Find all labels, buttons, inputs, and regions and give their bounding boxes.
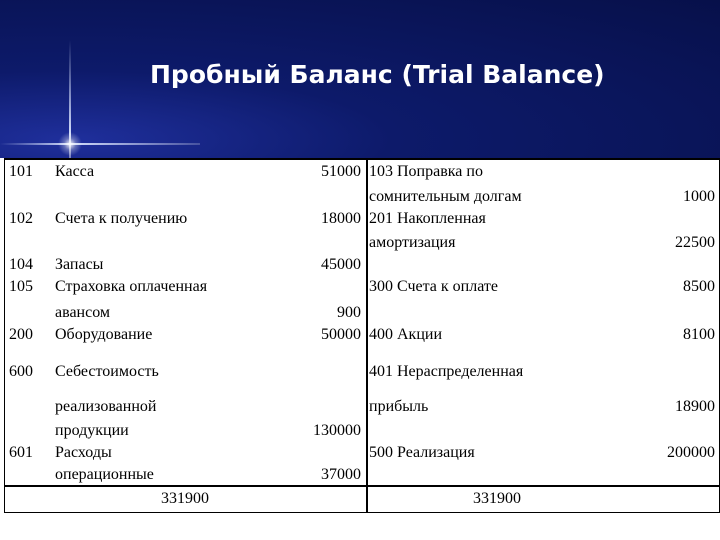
account-name: Касса	[55, 163, 95, 180]
account-name: продукции	[55, 422, 129, 439]
credit-amount: 18900	[675, 398, 715, 415]
account-code: 601	[9, 444, 33, 461]
account-code: 200	[9, 326, 33, 343]
account-name: Счета к получению	[55, 210, 188, 227]
debit-amount: 45000	[321, 256, 361, 273]
credit-amount: 22500	[675, 234, 715, 251]
sparkle-icon	[58, 132, 82, 156]
credit-account: амортизация	[369, 234, 456, 251]
debit-amount: 130000	[313, 422, 361, 439]
credit-account: прибыль	[369, 398, 429, 415]
account-code: 105	[9, 278, 33, 295]
credit-account: 103 Поправка по	[369, 163, 483, 180]
credit-account: 401 Нераспределенная	[369, 363, 524, 380]
slide-title: Пробный Баланс (Trial Balance)	[150, 60, 605, 89]
debit-amount: 51000	[321, 163, 361, 180]
account-code: 102	[9, 210, 33, 227]
credit-account: 201 Накопленная	[369, 210, 486, 227]
credit-amount: 200000	[667, 444, 715, 461]
credit-amount: 8500	[683, 278, 715, 295]
account-name: операционные	[55, 466, 154, 483]
debit-total: 331900	[161, 490, 209, 507]
credit-account: сомнительным долгам	[369, 188, 522, 205]
credit-amount: 1000	[683, 188, 715, 205]
account-name: Себестоимость	[55, 363, 159, 380]
credit-amount: 8100	[683, 326, 715, 343]
account-name: Расходы	[55, 444, 112, 461]
table-top-border	[5, 158, 719, 160]
credit-account: 300 Счета к оплате	[369, 278, 498, 295]
account-code: 101	[9, 163, 33, 180]
trial-balance-table	[4, 158, 720, 513]
credit-total: 331900	[473, 490, 521, 507]
total-divider	[5, 485, 719, 487]
account-code: 104	[9, 256, 33, 273]
account-name: Оборудование	[55, 326, 153, 343]
account-code: 600	[9, 363, 33, 380]
credit-account: 400 Акции	[369, 326, 443, 343]
account-name: Страховка оплаченная	[55, 278, 208, 295]
account-name: Запасы	[55, 256, 104, 273]
debit-amount: 18000	[321, 210, 361, 227]
debit-amount: 37000	[321, 466, 361, 483]
debit-amount: 50000	[321, 326, 361, 343]
column-divider	[366, 158, 368, 512]
debit-amount: 900	[337, 304, 361, 321]
account-name: авансом	[55, 304, 111, 321]
account-name: реализованной	[55, 398, 157, 415]
credit-account: 500 Реализация	[369, 444, 475, 461]
decorative-light-line	[0, 143, 200, 145]
slide-header	[0, 0, 720, 158]
